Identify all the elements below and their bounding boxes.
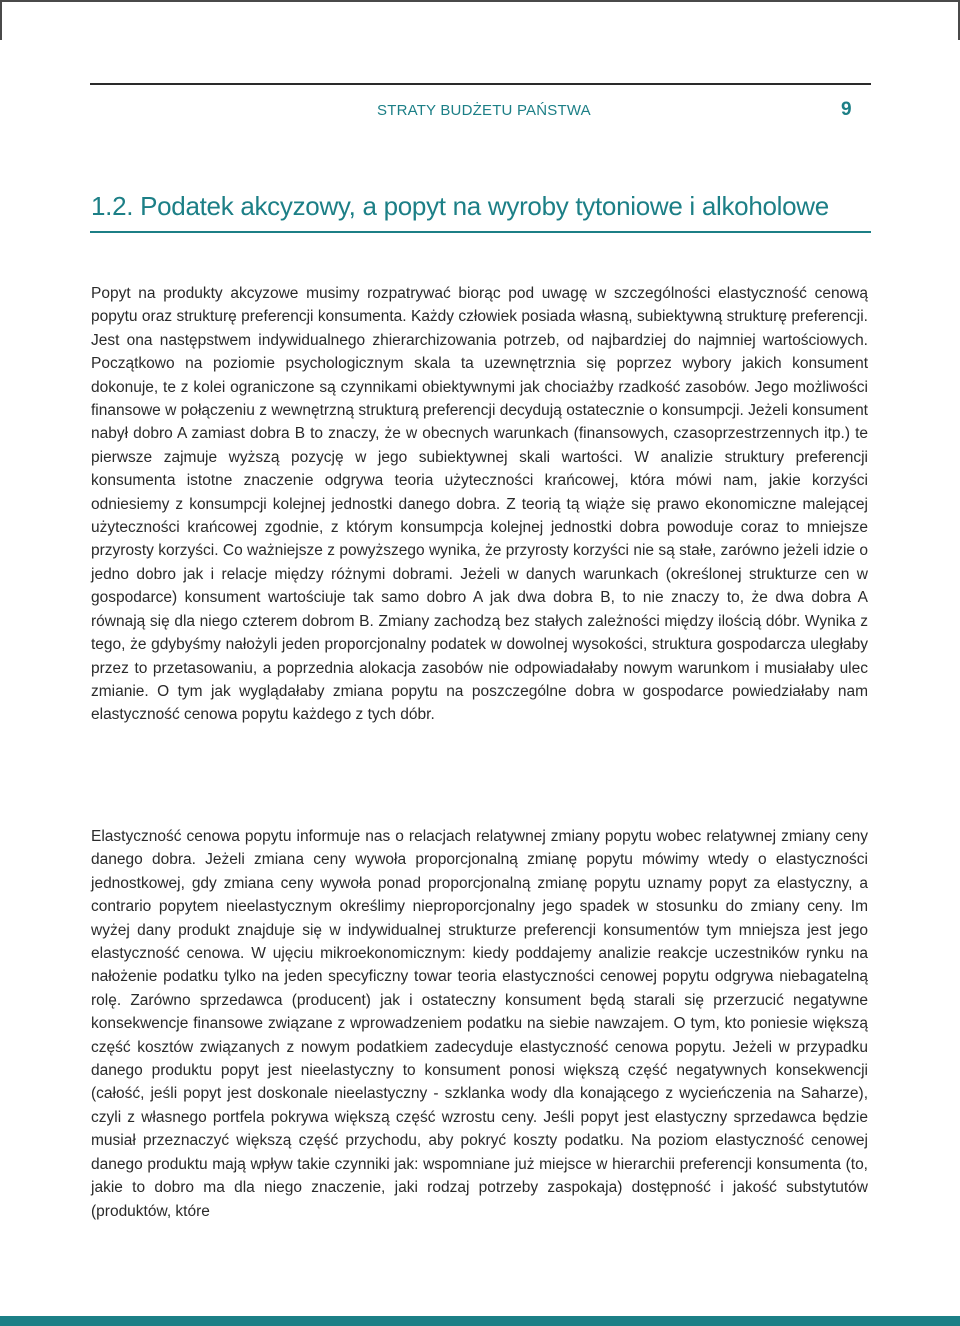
page-number: 9 — [841, 99, 852, 120]
heading-underline — [90, 231, 871, 233]
body-paragraph: Elastyczność cenowa popytu informuje nas o relacjach relatywnej zmiany popytu wobec relatywnej zmiany ceny danego dobra. Jeżeli zmiana ceny wywoła proporcjonalną zmianę popytu mówimy wtedy o elastyczności jednostkowej, gdy zmiana ceny wywoła ponad proporcjonalną zmianę popytu uznamy popyt za elastyczny, a contrario popytem nieelastycznym określimy nieproporcjonalny jego spadek w stosunku do zmiany ceny. Im wyżej dany produkt znajduje się w indywidualnej strukturze preferencji konsumentów tym mniejsza jest jego elastyczność cenowa. W ujęciu mikroekonomicznym: kiedy poddajemy analizie reakcje uczestników rynku na nałożenie podatku tylko na jeden specyficzny towar teoria elastyczności cenowej popytu odgrywa niebagatelną rolę. Zarówno sprzedawca (producent) jak i ostateczny konsument będą starali się przerzucić negatywne konsekwencje finansowe związane z wprowadzeniem podatku na siebie nawzajem. O tym, kto poniesie większą część kosztów związanych z nowym podatkiem zadecyduje elastyczność cenowa popytu. Jeżeli w przypadku danego produktu popyt jest nieelastyczny to konsument ponosi większą część negatywnych konsekwencji (całość, jeśli popyt jest doskonale nieelastyczny - szklanka wody dla konającego z wycieńczenia na Saharze), czyli z własnego portfela pokrywa większą część wzrostu ceny. Jeśli popyt jest elastyczny sprzedawca będzie musiał przeznaczyć większą część przychodu, aby pokryć koszty podatku. Na poziom elastyczność cenowej danego produktu mają wpływ takie czynniki jak: wspomniane już miejsce w hierarchii preferencji konsumenta (to, jakie to dobro ma dla niego znaczenie, jaki rodzaj potrzeby zaspokaja) dostępność i jakość substytutów (produktów, które — [91, 828, 868, 1220]
running-title: STRATY BUDŻETU PAŃSTWA — [377, 102, 591, 119]
page-bottom-band — [0, 1316, 960, 1326]
header-rule — [90, 83, 871, 85]
page-top-border — [0, 0, 960, 40]
body-paragraph: Popyt na produkty akcyzowe musimy rozpatrywać biorąc pod uwagę w szczególności elastyczność cenową popytu oraz strukturę preferencji konsumenta. Każdy człowiek posiada własną, subiektywną strukturę preferencji. Jest ona następstwem indywidualnego zhierarchizowania potrzeb, od najbardziej do najmniej wartościowych. Początkowo na poziomie psychologicznym skala ta uzewnętrznia się poprzez wybory jakich konsument dokonuje, te z kolei ograniczone są czynnikami obiektywnymi jak chociażby rzadkość zasobów. Jego możliwości finansowe w połączeniu z wewnętrzną strukturą preferencji decydują ostatecznie o konsumpcji. Jeżeli konsument nabył dobro A zamiast dobra B to znaczy, że w obecnych warunkach (finansowych, czasoprzestrzennych itp.) te pierwsze zajmuje wyższą pozycję w jego subiektywnej skali wartości. W analizie struktury preferencji konsumenta istotne znaczenie odgrywa teoria użyteczności krańcowej, która mówi nam, jakie korzyści odniesiemy z konsumpcji kolejnej jednostki danego dobra. Z teorią tą wiąże się prawo ekonomiczne malejącej użyteczności krańcowej zgodnie, z którym konsumpcja kolejnej jednostki dobra powoduje coraz to mniejsze przyrosty korzyści. Co ważniejsze z powyższego wynika, że przyrosty korzyści nie są stałe, zarówno jeżeli idzie o jedno dobro jak i relacje między różnymi dobrami. Jeżeli w danych warunkach (określonej strukturze cen w gospodarce) konsument wartościuje tak samo dobro A jak dwa dobra B, to nie znaczy to, że dwa dobra A równają się dla niego czterem dobrom B. Zmiany zachodzą bez stałych zależności między ilością dóbr. Wynika z tego, że gdybyśmy nałożyli jeden proporcjonalny podatek w dowolnej wysokości, struktura gospodarcza uległaby przez to przetasowaniu, a poprzednia alokacja zasobów nie odpowiadałaby nowym warunkom i musiałaby ulec zmianie. O tym jak wyglądałaby zmiana popytu na poszczególne dobra w gospodarce powiedziałaby nam elastyczność cenowa popytu każdego z tych dóbr. — [91, 285, 868, 724]
section-heading: 1.2. Podatek akcyzowy, a popyt na wyroby tytoniowe i alkoholowe — [91, 191, 829, 221]
